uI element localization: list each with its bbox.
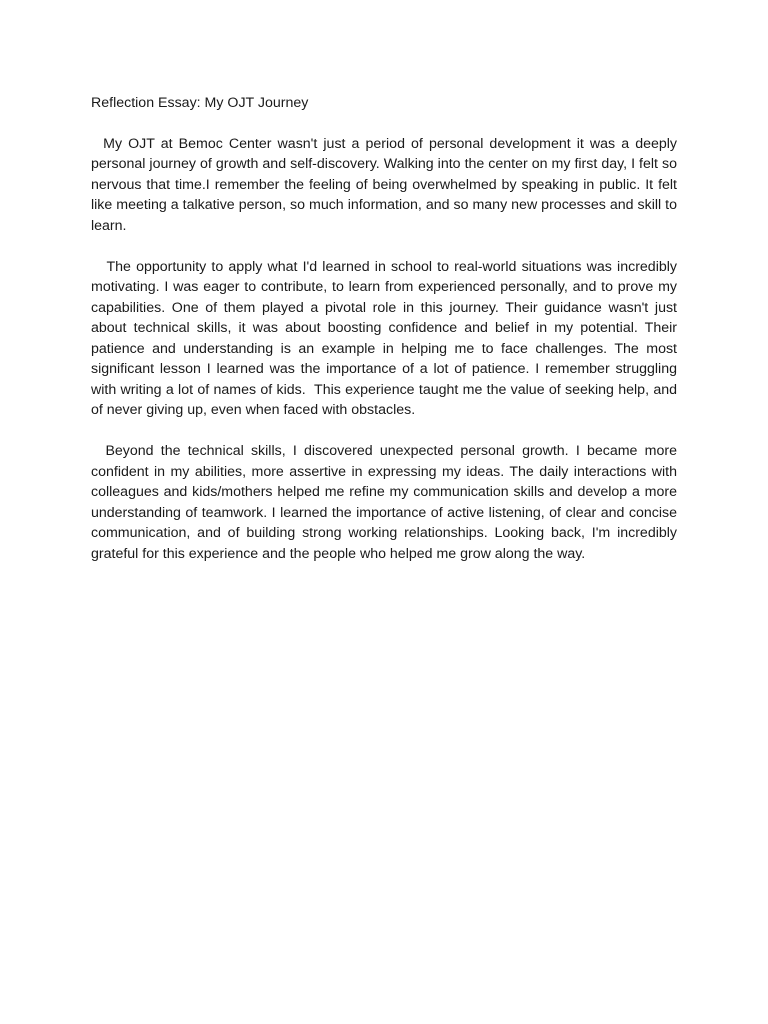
essay-paragraph-2: The opportunity to apply what I'd learned in school to real-world situations was incredibly motivating. I was eager to contribute, to learn from experienced personally, and to prove my capabilities. One of them played a pivotal role in this journey. Their guidance wasn't just about technical skills, it was about boosting confidence and belief in my potential. Their patience and understanding is an example in helping me to face challenges. The most significant lesson I learned was the importance of a lot of patience. I remember struggling with writing a lot of names of kids. This experience taught me the value of seeking help, and of never giving up, even when faced with obstacles.	[91, 258, 681, 418]
essay-body	[91, 93, 681, 585]
essay-title: Reflection Essay: My OJT Journey	[91, 95, 309, 111]
essay-paragraph-3: Beyond the technical skills, I discovered unexpected personal growth. I became more confident in my abilities, more assertive in expressing my ideas. The daily interactions with colleagues and kids/mothers helped me refine my communication skills and develop a more understanding of teamwork. I learned the importance of active listening, of clear and concise communication, and of building strong working relationships. Looking back, I'm incredibly grateful for this experience and the people who helped me grow along the way.	[91, 443, 681, 562]
essay-paragraph-1: My OJT at Bemoc Center wasn't just a period of personal development it was a deeply personal journey of growth and self-discovery. Walking into the center on my first day, I felt so nervous that time.I remember the feeling of being overwhelmed by speaking in public. It felt like meeting a talkative person, so much information, and so many new processes and skill to learn.	[91, 135, 681, 234]
